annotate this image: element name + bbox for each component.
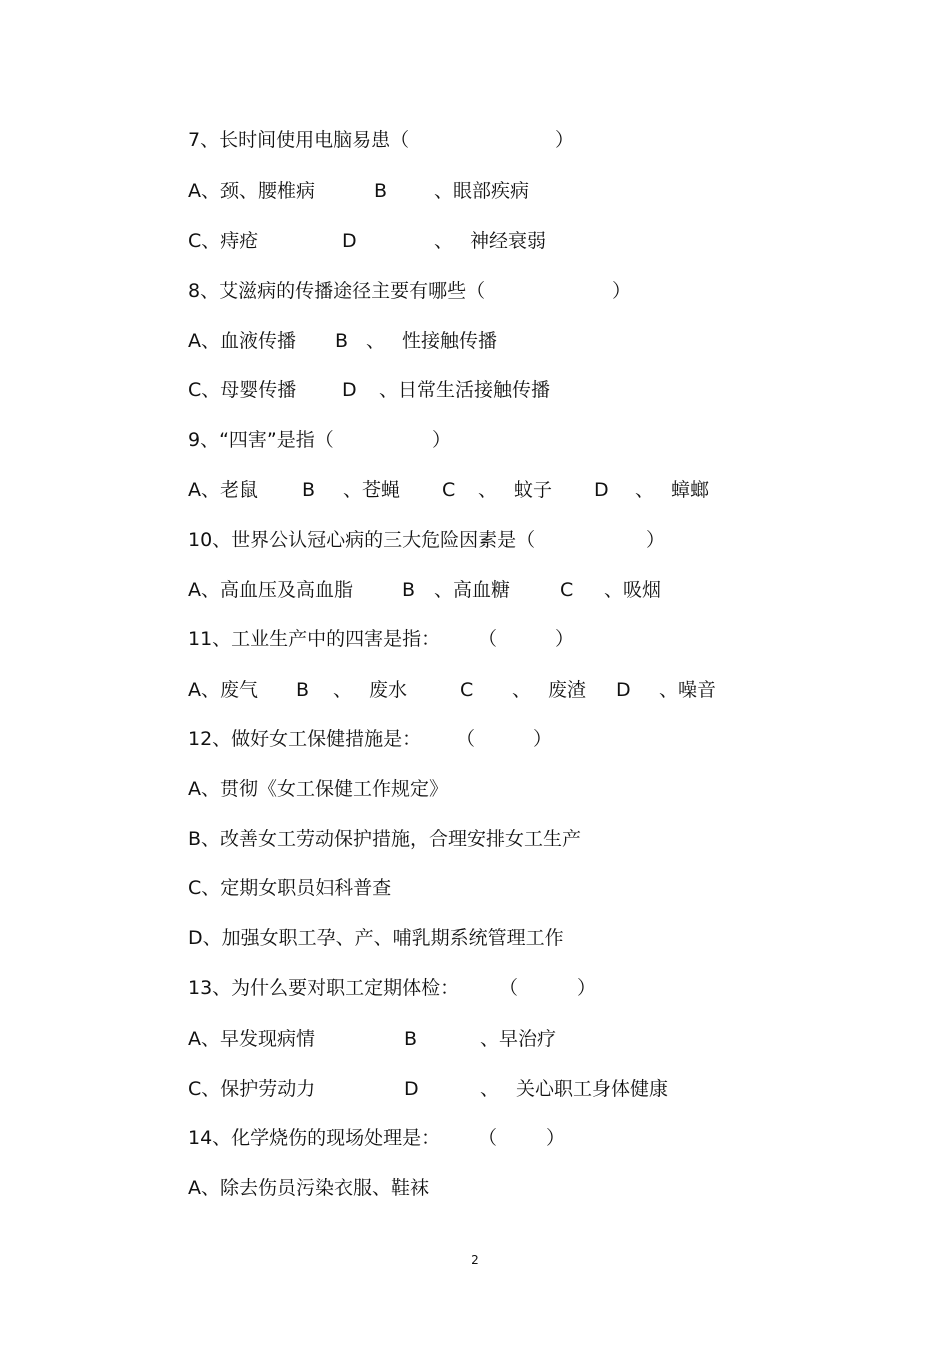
option-d: D、加强女职工孕、产、哺乳期系统管理工作: [188, 927, 564, 949]
answer-paren-open: （: [478, 628, 498, 650]
option-b-text: 废水: [369, 679, 408, 701]
option-a: A、除去伤员污染衣服、鞋袜: [188, 1177, 429, 1199]
question-10: [188, 528, 535, 552]
question-text: 10、世界公认冠心病的三大危险因素是（: [188, 529, 536, 551]
answer-paren-close: ）: [577, 977, 597, 999]
answer-paren-close: ）: [546, 1127, 566, 1149]
answer-paren-close: ）: [612, 280, 632, 302]
option-b-letter: B: [404, 1028, 418, 1050]
question-7: [188, 128, 409, 152]
option-c-text: 蚊子: [514, 479, 553, 501]
option-b-text: 、早治疗: [480, 1028, 557, 1050]
option-b: B、改善女工劳动保护措施，合理安排女工生产: [188, 828, 582, 850]
option-d-letter: D: [404, 1078, 419, 1100]
answer-paren-close: ）: [646, 529, 666, 551]
answer-paren-close: ）: [432, 429, 452, 451]
question-text: 9、“四害”是指（: [188, 429, 334, 451]
option-a: A、高血压及高血脂: [188, 579, 353, 601]
option-b-text: 、眼部疾病: [434, 180, 530, 202]
option-d-text: 蟑螂: [671, 479, 710, 501]
option-d-sep: 、: [434, 230, 454, 252]
option-d-letter: D: [616, 679, 631, 701]
option-a: A、老鼠: [188, 479, 258, 501]
option-c-letter: C: [442, 479, 456, 501]
option-b-sep: 、: [366, 330, 386, 352]
question-8: [188, 279, 485, 303]
option-d-letter: D: [594, 479, 609, 501]
option-c-letter: C: [460, 679, 474, 701]
option-a: A、血液传播: [188, 330, 296, 352]
question-13: [188, 976, 459, 1000]
option-d-text: 神经衰弱: [470, 230, 547, 252]
option-a: A、废气: [188, 679, 258, 701]
option-b-letter: B: [302, 479, 316, 501]
option-c: C、痔疮: [188, 230, 259, 252]
question-12: [188, 727, 421, 751]
answer-paren-close: ）: [533, 728, 553, 750]
option-c-letter: C: [560, 579, 574, 601]
option-b-letter: B: [296, 679, 310, 701]
question-text: 13、为什么要对职工定期体检：: [188, 977, 460, 999]
option-d-text: 、噪音: [659, 679, 717, 701]
question-9: [188, 428, 334, 452]
option-d-letter: D: [342, 230, 357, 252]
question-text: 7、长时间使用电脑易患（: [188, 129, 410, 151]
option-d-letter: D: [342, 379, 357, 401]
option-a: A、早发现病情: [188, 1028, 315, 1050]
option-b-sep: 、: [333, 679, 353, 701]
answer-paren-open: （: [478, 1127, 498, 1149]
answer-paren-close: ）: [555, 129, 575, 151]
option-b-text: 性接触传播: [402, 330, 498, 352]
option-c: C、母婴传播: [188, 379, 297, 401]
option-d-text: 、日常生活接触传播: [379, 379, 551, 401]
question-text: 8、艾滋病的传播途径主要有哪些（: [188, 280, 486, 302]
answer-paren-close: ）: [555, 628, 575, 650]
question-text: 14、化学烧伤的现场处理是：: [188, 1127, 441, 1149]
option-c: C、保护劳动力: [188, 1078, 316, 1100]
option-d-text: 关心职工身体健康: [516, 1078, 669, 1100]
option-b-text: 、苍蝇: [343, 479, 401, 501]
page-number: 2: [471, 1253, 479, 1267]
option-c-sep: 、: [512, 679, 532, 701]
option-b-letter: B: [402, 579, 416, 601]
option-b-text: 、高血糖: [434, 579, 511, 601]
option-c-text: 、吸烟: [604, 579, 662, 601]
option-c-text: 废渣: [548, 679, 587, 701]
option-c: C、定期女职员妇科普查: [188, 877, 392, 899]
option-b-letter: B: [335, 330, 349, 352]
answer-paren-open: （: [499, 977, 519, 999]
option-b-letter: B: [374, 180, 388, 202]
question-text: 12、做好女工保健措施是：: [188, 728, 422, 750]
question-11: [188, 627, 440, 651]
answer-paren-open: （: [456, 728, 476, 750]
option-d-sep: 、: [635, 479, 655, 501]
option-d-sep: 、: [480, 1078, 500, 1100]
option-c-sep: 、: [478, 479, 498, 501]
option-a: A、颈、腰椎病: [188, 180, 315, 202]
option-a: A、贯彻《女工保健工作规定》: [188, 778, 448, 800]
question-14: [188, 1126, 440, 1150]
question-text: 11、工业生产中的四害是指：: [188, 628, 441, 650]
